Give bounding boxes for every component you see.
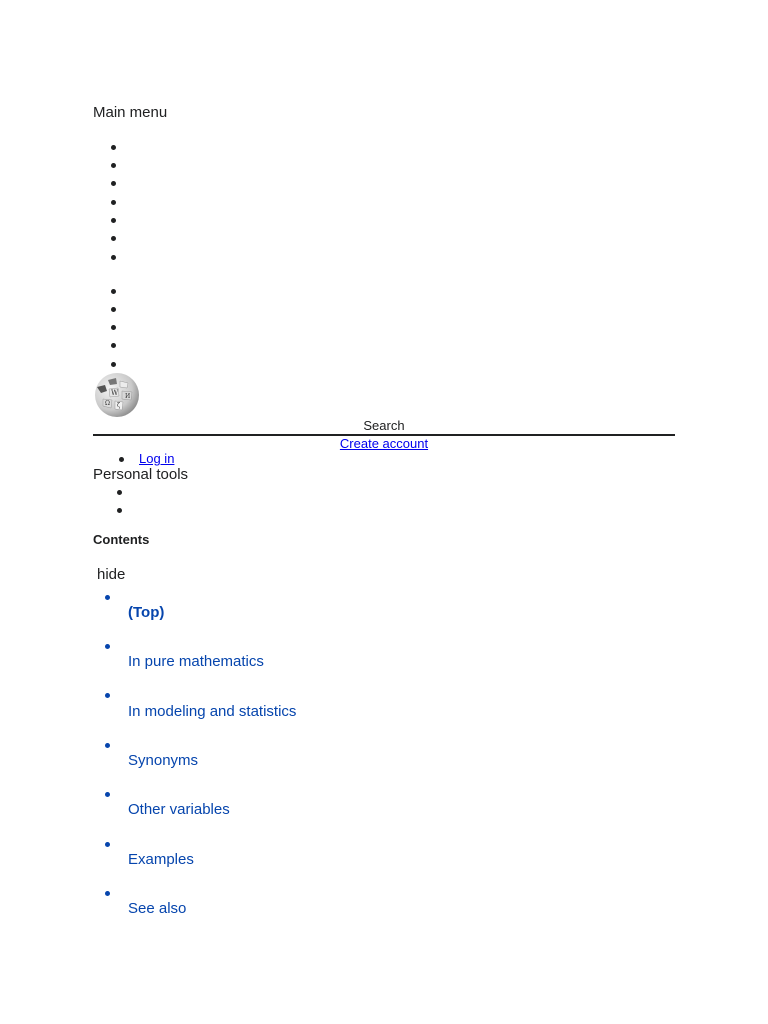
toc-bullet — [105, 792, 110, 797]
list-item[interactable] — [111, 145, 116, 150]
toc-item-top[interactable]: (Top) — [128, 604, 165, 621]
toc-bullet — [105, 891, 110, 896]
list-item[interactable] — [111, 343, 116, 348]
search-label[interactable]: Search — [363, 418, 405, 433]
list-item[interactable] — [111, 289, 116, 294]
toc-title: Contents — [93, 532, 150, 547]
toc-hide-button[interactable]: hide — [97, 566, 126, 583]
toc-item-see-also[interactable]: See also — [128, 900, 187, 917]
log-in-link[interactable]: Log in — [139, 451, 175, 466]
toc-bullet — [105, 595, 110, 600]
toc-item-other-variables[interactable]: Other variables — [128, 801, 230, 818]
list-item[interactable] — [117, 508, 122, 513]
toc-bullet — [105, 743, 110, 748]
toc-bullet — [105, 644, 110, 649]
list-item[interactable] — [111, 218, 116, 223]
toc-bullet — [105, 842, 110, 847]
list-item[interactable] — [117, 490, 122, 495]
svg-text:Ω: Ω — [105, 400, 110, 407]
svg-text:W: W — [111, 389, 119, 397]
list-item[interactable] — [111, 181, 116, 186]
main-menu-label[interactable]: Main menu — [93, 104, 168, 121]
login-row — [139, 451, 174, 467]
list-item[interactable] — [111, 255, 116, 260]
toc-item-modeling-statistics[interactable]: In modeling and statistics — [128, 703, 297, 720]
list-item[interactable] — [111, 362, 116, 367]
toc-item-examples[interactable]: Examples — [128, 851, 194, 868]
list-item[interactable] — [111, 163, 116, 168]
wikipedia-globe-icon[interactable] — [92, 372, 142, 418]
create-account-row — [0, 436, 768, 452]
toc-bullet — [105, 693, 110, 698]
svg-text:ζ: ζ — [117, 402, 121, 409]
list-item[interactable] — [111, 307, 116, 312]
personal-tools-label[interactable]: Personal tools — [93, 466, 189, 483]
svg-text:И: И — [125, 393, 131, 400]
toc-item-synonyms[interactable]: Synonyms — [128, 752, 199, 769]
create-account-link[interactable]: Create account — [339, 436, 429, 451]
list-item[interactable] — [111, 200, 116, 205]
list-item[interactable] — [111, 325, 116, 330]
list-item — [119, 457, 124, 462]
toc-item-pure-mathematics[interactable]: In pure mathematics — [128, 653, 264, 670]
list-item[interactable] — [111, 236, 116, 241]
